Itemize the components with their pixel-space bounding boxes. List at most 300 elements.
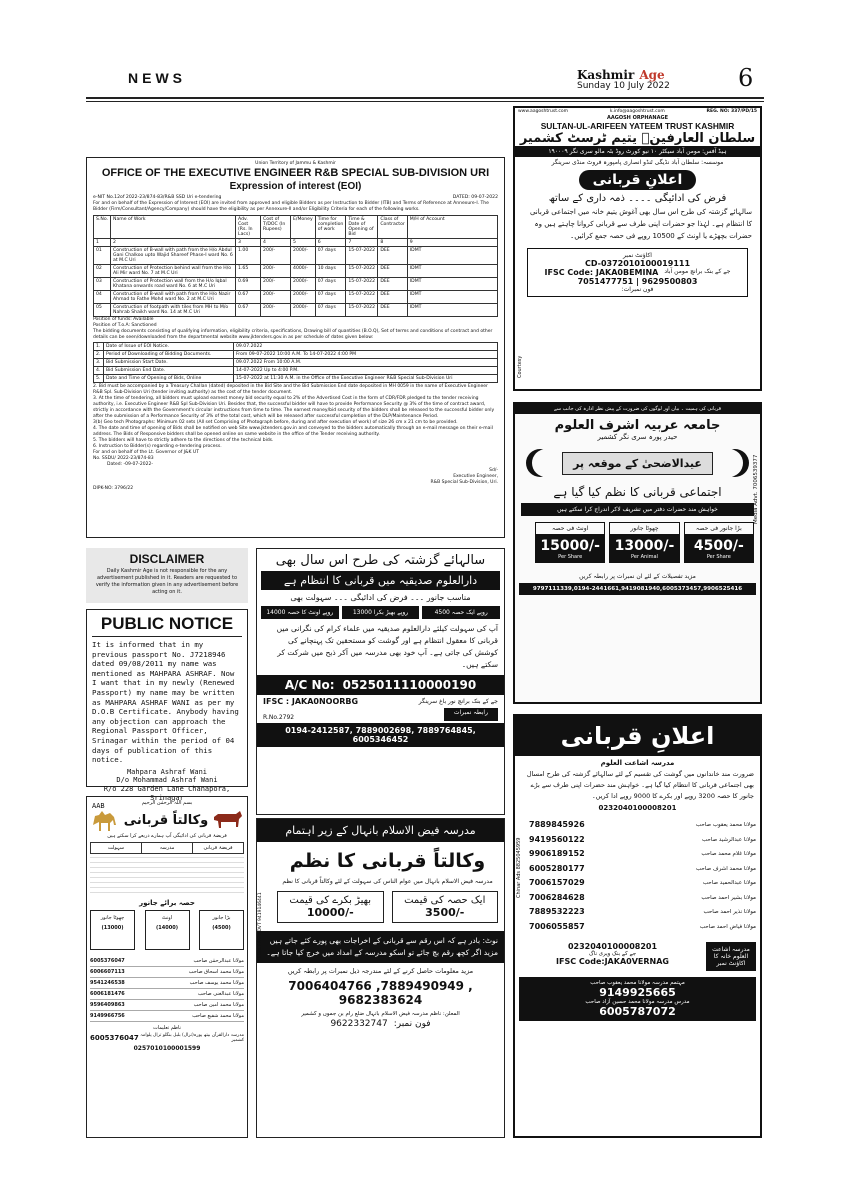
jamia-prices bbox=[535, 522, 754, 563]
tender-sig-sd: Sd/- bbox=[489, 468, 498, 473]
table-cell: IDMT bbox=[407, 278, 497, 291]
animal-label: اونٹ bbox=[161, 915, 173, 921]
table-cell: 2 bbox=[111, 239, 236, 247]
wakalat-sub: فریضۂ قربانی کی ادائیگی آپ ہمارے ذریعے کرا سکتے ہیں bbox=[107, 833, 227, 839]
th-class: Class of Contractor bbox=[378, 216, 407, 239]
ishaat-contact1: 9149925665 bbox=[599, 986, 676, 999]
masthead-kashmir: Kashmir bbox=[577, 68, 635, 82]
table-cell: Construction of B-wall with path from the H/o Nazir Ahmad to Fathe Mohd ward No. 2 at M.C Uri bbox=[111, 291, 236, 304]
table-cell: 07 days bbox=[315, 278, 346, 291]
table-cell: 2000/- bbox=[291, 247, 316, 265]
public-notice-sig2: D/o Mohammad Ashraf Wani bbox=[116, 776, 218, 785]
tender-schedule bbox=[93, 342, 498, 383]
volunteer-name: مولانا غلام محمد صاحب bbox=[701, 851, 756, 857]
jamia-price-value: 15000/- bbox=[536, 534, 604, 554]
table-cell: 6 bbox=[315, 239, 346, 247]
public-notice-sig1: Mahpara Ashraf Wani bbox=[126, 767, 208, 776]
list-item bbox=[90, 989, 244, 1000]
faiz-more: مزید معلومات حاصل کرنے کے لئے مندرجہ ذیل نمبرات پر رابطہ کریں bbox=[287, 967, 474, 975]
table-cell: 9 bbox=[407, 239, 497, 247]
table-cell: 4000/- bbox=[291, 265, 316, 278]
darul-account bbox=[257, 675, 504, 695]
list-name: مولانا محمد اسحاق صاحب bbox=[188, 969, 244, 975]
table-cell: IDMT bbox=[407, 247, 497, 265]
list-phone: 6005376047 bbox=[90, 958, 125, 964]
faiz-goat-label: بھیڑ بکرے کی قیمت bbox=[289, 895, 372, 906]
animal-label: بڑا جانور bbox=[212, 915, 231, 921]
ishaat-org: مدرسہ اشاعت العلوم bbox=[600, 759, 675, 767]
th-opening: Time & Date of Opening of Bid bbox=[346, 216, 378, 239]
volunteer-phone: 7006055857 bbox=[529, 921, 585, 931]
table-cell: 09.07.2022 bbox=[234, 343, 498, 351]
table-cell: 0.67 bbox=[236, 291, 261, 304]
price-value: 4500 روپے bbox=[434, 609, 488, 616]
disclaimer bbox=[86, 548, 248, 603]
price-label: ایک حصہ bbox=[451, 609, 475, 616]
orphanage-ifsc: IFSC Code: JAKA0BEMINA bbox=[544, 268, 659, 277]
masthead-age: Age bbox=[639, 68, 665, 82]
jamia-eid: عیدالاضحیٰ کے موقعہ پر bbox=[562, 452, 713, 475]
table-row bbox=[94, 304, 498, 317]
tender-table-numrow bbox=[94, 239, 498, 247]
jamia-price-card bbox=[684, 522, 754, 563]
wakalat-col: سہولت bbox=[91, 843, 142, 853]
wakalat-bottom-label: مدرسہ دارالقرآن بیتھ پورہ(ترال) بلبل بنگلو ترال پلوامہ کشمیر bbox=[140, 1033, 244, 1043]
table-cell: 15-07-2022 bbox=[346, 304, 378, 317]
tender-para3b: 3(b) Geo tech Photographs: Minimum 02 sets (All set Comprising of Photograph before, during and after execution of work) of size 26 cm x 21 cm to be provided. bbox=[93, 420, 458, 425]
tender-para6: 6. Instruction to Bidder(s) regarding e-tendering process. bbox=[93, 444, 222, 449]
table-cell: IDMT bbox=[407, 291, 497, 304]
tender-table bbox=[93, 215, 498, 317]
orphanage-ad bbox=[513, 106, 762, 391]
table-cell: IDMT bbox=[407, 265, 497, 278]
table-row bbox=[94, 359, 498, 367]
table-cell: 0.69 bbox=[236, 278, 261, 291]
table-cell: 2000/- bbox=[291, 291, 316, 304]
darul-rno: R.No.2792 bbox=[263, 714, 295, 721]
volunteer-name: مولانا عبدالحمید صاحب bbox=[702, 880, 756, 886]
ishaat-ifsc: IFSC Code:JAKA0VERNAG bbox=[556, 957, 669, 966]
animal-card bbox=[90, 910, 135, 950]
tender-funds: Position of funds: Available bbox=[93, 317, 154, 322]
table-cell: 07 days bbox=[315, 247, 346, 265]
camel-icon bbox=[90, 807, 120, 833]
table-cell: Construction of Protection wall from the H/o Iqbal Khatana onwards road ward No. 6 at M.C Uri bbox=[111, 278, 236, 291]
tender-sig-no: No. SSDU/ 2022-23/874-83 bbox=[93, 456, 154, 461]
tender-toa: Position of T.o.A: Sanctioned bbox=[93, 323, 157, 328]
orphanage-site: www.aagoshtrust.com bbox=[518, 109, 568, 114]
table-cell: 200/- bbox=[261, 247, 291, 265]
wakalat-text-block bbox=[90, 857, 244, 897]
orphanage-phone1: 7051477751 bbox=[577, 277, 634, 286]
table-cell: 07 days bbox=[315, 291, 346, 304]
table-cell: Construction of B-wall with path from the H/o Abdul Gani Chalkoo upto Wajid Shareef Phase-I ward No. 6 at M.C Uri bbox=[111, 247, 236, 265]
jamia-name: جامعہ عربیہ اشرف العلوم bbox=[554, 418, 721, 433]
tender-title: OFFICE OF THE EXECUTIVE ENGINEER R&B SPECIAL SUB-DIVISION URI bbox=[101, 167, 490, 179]
volunteer-phone: 9906189152 bbox=[529, 849, 585, 858]
tender-subtitle: Expression of interest (EOI) bbox=[229, 181, 362, 192]
table-cell: 200/- bbox=[261, 304, 291, 317]
table-cell: 15-07-2022 at 11:30 A.M. in the Office of the Executive Engineer R&B Special Sub-Division Uri bbox=[234, 375, 498, 383]
volunteer-row bbox=[529, 818, 756, 833]
list-item bbox=[90, 1000, 244, 1011]
price-tag bbox=[422, 606, 500, 619]
table-cell: 2000/- bbox=[291, 304, 316, 317]
list-phone: 9541246538 bbox=[90, 980, 125, 986]
cow-icon bbox=[212, 807, 244, 833]
table-cell: 2. bbox=[94, 351, 104, 359]
orphanage-name-en: SULTAN-UL-ARIFEEN YATEEM TRUST KASHMIR bbox=[540, 121, 735, 131]
price-tag bbox=[261, 606, 339, 619]
orphanage-sub: فرض کی ادائیگی ۔۔۔۔ ذمہ داری کے ساتھ bbox=[548, 193, 727, 204]
tender-para2: 2. Bid must be accompanied by a Treasury Challan (dated) deposited in the Bid Site and the Bid Submission End date deposited in MH 0059 in the name of Executive Engineer R&B Spl. Sub-Division Uri (tender inviting authority) as the cost of the tender document. bbox=[93, 384, 488, 395]
tender-sig-behalf: For and on behalf of the Lt. Governor of J&K UT bbox=[93, 450, 199, 455]
jamia-ad bbox=[513, 402, 762, 704]
jamia-price-card bbox=[535, 522, 605, 563]
wakalat-acc: 0257010100001599 bbox=[133, 1045, 201, 1052]
page-number: 6 bbox=[738, 64, 754, 92]
ishaat-contact2: 6005787072 bbox=[599, 1005, 676, 1018]
table-cell: 200/- bbox=[261, 291, 291, 304]
volunteer-phone: 9419560122 bbox=[529, 834, 585, 844]
ishaat-ad bbox=[513, 714, 762, 1138]
orphanage-addr2: موسسہ: سلطان آباد نڈیگی ٹنڈو انصاری پامپورہ فروٹ منڈی سرینگر bbox=[551, 159, 724, 166]
animal-price: (4500) bbox=[212, 925, 231, 931]
orphanage-addr1: ہیڈ آفس: مومن آباد سیکٹر ۱۰ نیو کورٹ روڈ بٹہ مالو سری نگر ۱۹۰۰۰۹ bbox=[515, 146, 760, 157]
list-item bbox=[90, 978, 244, 989]
faiz-prices bbox=[277, 891, 498, 923]
th-name: Name of Work bbox=[111, 216, 236, 239]
volunteer-phone: 7889532223 bbox=[529, 907, 585, 916]
volunteer-phone: 7006284628 bbox=[529, 892, 585, 902]
table-cell: Construction of footpath with tiles from MH to M/o Nahrab Shaikh ward No. 14 at M.C Uri bbox=[111, 304, 236, 317]
darul-phones: 0194-2412587, 7889002698, 7889764845, 6005346452 bbox=[257, 723, 504, 747]
tender-sig-office: R&B Special Sub-Division, Uri. bbox=[430, 480, 498, 485]
table-cell: 1. bbox=[94, 343, 104, 351]
volunteer-row bbox=[529, 891, 756, 906]
public-notice-sig4: AAB bbox=[92, 802, 105, 811]
table-cell: 15-07-2022 bbox=[346, 278, 378, 291]
list-name: مولانا عبدالغنی صاحب bbox=[197, 991, 244, 997]
price-value: 14000 روپے bbox=[266, 609, 334, 616]
orphanage-heading: اعلانِ قربانی bbox=[579, 170, 697, 190]
table-row bbox=[94, 247, 498, 265]
jamia-phones: 9797111339,0194-2441661,9419081940,6005373457,9906525416 bbox=[519, 583, 756, 595]
table-cell: 1.00 bbox=[236, 247, 261, 265]
wakalat-bottom-phone: 6005376047 bbox=[90, 1034, 139, 1042]
table-cell: 4 bbox=[261, 239, 291, 247]
orphanage-email: k.info@aagoshtrust.com bbox=[609, 109, 665, 114]
table-row bbox=[94, 278, 498, 291]
header-rule-thin bbox=[86, 101, 764, 102]
volunteer-phone: 6005280177 bbox=[529, 863, 585, 873]
volunteer-name: مولانا نذیر احمد صاحب bbox=[703, 909, 756, 915]
tender-para4: 4. The date and time of opening of Bids shall be notified on web Site www.jktenders.gov.in and conveyed to the bidders automatically through an e-mail message on their e-mail address. The Bids of Responsive bidders shall be opened online on same website in the office of the Tender receiving authority. bbox=[93, 426, 493, 437]
orphanage-tag: AAGOSH ORPHANAGE bbox=[606, 115, 668, 121]
faiz-phone: 9622332747 bbox=[330, 1019, 388, 1029]
list-name: مولانا عبدالرحمٰن صاحب bbox=[193, 958, 244, 964]
ishaat-bank-acc: 0232040100008201 bbox=[567, 942, 658, 951]
table-cell: 03 bbox=[94, 278, 111, 291]
table-cell: IDMT bbox=[407, 304, 497, 317]
price-label: بھیڑ بکرا bbox=[373, 609, 396, 616]
public-notice-sig3: R/o 228 Garden Lane Chanapora, Srinagar bbox=[103, 784, 231, 802]
table-cell: 04 bbox=[94, 291, 111, 304]
list-name: مولانا محمد شفیع صاحب bbox=[192, 1013, 244, 1019]
orphanage-phone-label: فون نمبرات: bbox=[621, 286, 654, 293]
tender-sig-dated: Dated: -09-07-2022- bbox=[107, 462, 153, 467]
crescent-icon bbox=[532, 449, 560, 477]
animal-label: چھوٹا جانور bbox=[100, 915, 125, 921]
ishaat-body: ضرورت مند خاندانوں میں گوشت کی تقسیم کے لئے سالہائے گزشتہ کی طرح امسال بھی اجتماعی قربانی کا انتظام کیا گیا ہے۔ خواہش مند حضرات اپنی طرف سے بڑے جانور کا حصہ 3200 روپے اور بکرے کا 9000 روپے ادا کریں۔ bbox=[526, 770, 754, 800]
ishaat-side-label: Chinar Ads 8825045959 bbox=[516, 837, 522, 898]
tender-dated: DATED: 09-07-2022 bbox=[452, 195, 498, 200]
table-row bbox=[94, 351, 498, 359]
jamia-price-label: چھوٹا جانور bbox=[630, 525, 659, 532]
list-phone: 6006607113 bbox=[90, 969, 125, 975]
jamia-price-unit: Per Animal bbox=[610, 554, 678, 562]
wakalat-ad bbox=[86, 796, 248, 1138]
table-cell: Date of Issue of EOI Notice. bbox=[104, 343, 234, 351]
price-tag bbox=[342, 606, 420, 619]
tender-docs: The bidding documents consisting of qualifying information, eligibility criteria, specifications, Drawing bill of quantities (B.O.Q), Set of terms and conditions of contract and other details can be seen/downloaded from the departmental website www.jktenders.gov.in as per schedule of dates given below: bbox=[93, 329, 493, 340]
orphanage-acc: CD-0372010100019111 bbox=[584, 259, 691, 268]
ishaat-side bbox=[515, 818, 529, 934]
th-tdoc: Cost of T/DOC (In Rupees) bbox=[261, 216, 291, 239]
volunteer-row bbox=[529, 876, 756, 891]
th-mh: M/H of Account bbox=[407, 216, 497, 239]
table-cell: Date and Time of Opening of Bids, Online bbox=[104, 375, 234, 383]
jamia-place: حیدر پورہ سری نگر کشمیر bbox=[597, 433, 678, 441]
orphanage-body: سالہائے گزشتہ کی طرح اس سال بھی آغوش یتیم خانہ میں اجتماعی قربانی کا انتظام ہے۔ لہٰذا جو حضرات اپنی طرف سے قربانی کروانا چاہتے ہیں وہ حضرات بچھڑے یا اونٹ کے 10500 روپے فی حصہ جمع کرائیں۔ bbox=[529, 208, 752, 240]
darul-acc-label: A/C No: bbox=[284, 678, 335, 692]
table-cell: 07 days bbox=[315, 304, 346, 317]
table-cell: Period of Downloading of Bidding Documents. bbox=[104, 351, 234, 359]
animal-price: (14000) bbox=[156, 925, 178, 931]
table-cell: 14-07-2022 Up to 4:00 P.M. bbox=[234, 367, 498, 375]
volunteer-phone: 7006157029 bbox=[529, 878, 585, 887]
table-cell: DEE bbox=[378, 291, 407, 304]
darul-uloom-ad bbox=[256, 548, 505, 815]
ishaat-contact2-name: مدرس مدرسہ مولانا محمد حسین آزاد صاحب bbox=[585, 999, 690, 1005]
jamia-price-label: بڑا جانور فی حصہ bbox=[695, 525, 742, 532]
darul-bank: جے کے بنک برانچ نور باغ سرینگر bbox=[418, 698, 498, 705]
list-item bbox=[90, 967, 244, 978]
jamia-price-label: اونٹ فی حصہ bbox=[552, 525, 589, 532]
table-cell: 200/- bbox=[261, 278, 291, 291]
ishaat-acc: 0232040100008201 bbox=[598, 804, 677, 812]
faiz-goat bbox=[277, 891, 384, 923]
tender-para5: 5. The bidders will have to strictly adhere to the directions of the technical bids. bbox=[93, 438, 274, 443]
table-cell: 0.67 bbox=[236, 304, 261, 317]
faiz-share bbox=[392, 891, 499, 923]
table-cell: 05 bbox=[94, 304, 111, 317]
faiz-share-price: 3500/- bbox=[425, 906, 465, 919]
jamia-price-unit: Per Share bbox=[685, 554, 753, 562]
volunteer-name: مولانا محمد یعقوب صاحب bbox=[695, 822, 756, 828]
orphanage-acc-label: اکاؤنٹ نمبر bbox=[623, 252, 652, 259]
table-cell: 2000/- bbox=[291, 278, 316, 291]
animal-price: (13000) bbox=[101, 925, 124, 931]
jamia-side: Media Advt. 7006539377 bbox=[753, 454, 759, 524]
animal-card bbox=[199, 910, 244, 950]
table-cell: 1.65 bbox=[236, 265, 261, 278]
table-cell: 200/- bbox=[261, 265, 291, 278]
table-cell: Bid Submission Start Date. bbox=[104, 359, 234, 367]
tender-para3: 3. At the time of tendering, all bidders must upload earnest money bid security equal to 2% of the Advertised Cost in the form of CDR/FDR pledged to the tender receiving authority, i.e. Executive Engineer R&B Spl Sub-Division Uri. Besides that, the successful bidder will have to provide Performance Security @ 3% of the time of contract award, strictly in accordance with the Government's circular instructions from time to time. The earnest money/bid security of the bidders shall be released to the successful bidder only after the submission of a Performance Security of 3% of the total cost, which will be released after successful completion of the DLP/Maintenance Period. bbox=[93, 396, 495, 419]
jamia-price-unit: Per Share bbox=[536, 554, 604, 562]
table-cell: DEE bbox=[378, 265, 407, 278]
ishaat-heading: اعلانِ قربانی bbox=[515, 716, 760, 756]
volunteer-name: مولانا بشیر احمد صاحب bbox=[701, 894, 756, 901]
wakalat-col: مدرسہ bbox=[142, 843, 193, 853]
wakalat-top: بسم اللہ الرحمٰن الرحیم bbox=[141, 800, 193, 806]
darul-line2: دارالعلوم صدیقیہ میں قربانی کا انتظام ہے bbox=[261, 571, 500, 590]
wakalat-list bbox=[90, 956, 244, 1022]
jamia-notice: خواہش مند حضرات دفتر میں تشریف لاکر اندراج کرا سکتے ہیں bbox=[521, 503, 754, 516]
table-cell: 01 bbox=[94, 247, 111, 265]
table-cell: 15-07-2022 bbox=[346, 265, 378, 278]
jamia-price-card bbox=[609, 522, 679, 563]
list-item bbox=[90, 956, 244, 967]
darul-ifsc: IFSC : JAKA0NOORBG bbox=[263, 697, 359, 706]
ishaat-contacts bbox=[519, 977, 756, 1021]
darul-body: آپ کی سہولت کیلئے دارالعلوم صدیقیہ میں علماء کرام کی نگرانی میں قربانی کا معقول انتظام ہے اور گوشت کو مستحقین تک پہنچانے کی کوشش کی جاتی ہے۔ آپ خود بھی مدرسہ میں آکر ذبح میں شرکت کر سکتے ہیں۔ bbox=[276, 624, 498, 669]
faiz-share-label: ایک حصہ کی قیمت bbox=[404, 895, 486, 906]
th-sno: S.No. bbox=[94, 216, 111, 239]
wakalat-bottom-name: ناظم تعلیمات bbox=[153, 1025, 181, 1031]
list-item bbox=[90, 1011, 244, 1022]
disclaimer-text: Daily Kashmir Age is not responsible for the any advertisement published in it. Readers are requested to verify the information given in any advertisement before acting on it. bbox=[95, 568, 239, 595]
table-row bbox=[94, 375, 498, 383]
ishaat-volunteers bbox=[529, 818, 760, 934]
list-phone: 9149966756 bbox=[90, 1013, 125, 1019]
jamia-ijtima: اجتماعی قربانی کا نظم کیا گیا ہے bbox=[553, 485, 722, 499]
wakalat-cols bbox=[90, 842, 244, 854]
wakalat-section: حصہ برائے جانور bbox=[139, 899, 195, 907]
list-phone: 6006181476 bbox=[90, 991, 125, 997]
table-cell: 15-07-2022 bbox=[346, 291, 378, 304]
table-row bbox=[94, 265, 498, 278]
tender-nit: e-NIT No.12of 2022-23/874-83/R&B SSD Uri e-tendering bbox=[93, 195, 222, 200]
crescent-icon bbox=[715, 449, 743, 477]
disclaimer-title: DISCLAIMER bbox=[129, 552, 205, 566]
table-cell: DEE bbox=[378, 247, 407, 265]
section-header: NEWS bbox=[128, 70, 186, 86]
darul-contact-label: رابطہ نمبرات bbox=[444, 708, 498, 721]
orphanage-side: Courtesy bbox=[517, 355, 523, 378]
table-cell: 3 bbox=[236, 239, 261, 247]
table-row bbox=[94, 291, 498, 304]
volunteer-row bbox=[529, 847, 756, 862]
volunteer-row bbox=[529, 905, 756, 920]
ishaat-contact1-name: مہتمم مدرسہ مولانا محمد یعقوب صاحب bbox=[590, 980, 685, 986]
jamia-contact-note: مزید تفصیلات کے لئے ان نمبرات پر رابطہ کریں bbox=[579, 573, 696, 580]
faiz-note: نوٹ: بادر ہے کہ اس رقم سے قربانی کے اخراجات بھی پورے کئے جاتے ہیں مزید اگر کچھ رقم بچ جائے تو اسکو مدرسہ کے امداد میں خرچ کیا جاتا ہے۔ bbox=[257, 931, 504, 963]
table-cell: 5. bbox=[94, 375, 104, 383]
public-notice-title: PUBLIC NOTICE bbox=[92, 614, 242, 637]
jamia-price-value: 4500/- bbox=[685, 534, 753, 554]
darul-acc: 0525011110000190 bbox=[342, 678, 477, 692]
table-cell: DEE bbox=[378, 304, 407, 317]
volunteer-row bbox=[529, 833, 756, 848]
jamia-top: قربانی کی ہمیت ۔ بیان اور لوگوں کی ضرورت کے پیش نظر ادارہ کی جانب سے bbox=[515, 404, 760, 414]
volunteer-row bbox=[529, 920, 756, 935]
ishaat-bank bbox=[519, 942, 756, 971]
orphanage-reg: REG. NO: 337/PD/15 bbox=[706, 109, 757, 114]
faiz-ul-islam-ad bbox=[256, 818, 505, 1138]
table-cell: 5 bbox=[291, 239, 316, 247]
volunteer-name: مولانا فیاض احمد صاحب bbox=[699, 923, 756, 930]
public-notice-body: It is informed that in my previous passport No. J7218946 dated 09/08/2011 my name was mentioned as MAHPARA ASHRAF. Now I want that in my newly (Renewed Passport) my name may be written as MAHPARA ASHRAF WANI as per my D.O.B Certificate. Anybody having any objection can approach the Regional Passport Officer, Srinagar within the period of 04 days of publication of this notice. bbox=[92, 640, 239, 765]
orphanage-bank-box: اکاؤنٹ نمبر CD-0372010100019111 IFSC Code: JAKA0BEMINA جے کے بنک برانچ مومن آباد 7051477751 | 9629500803 فون نمبرات: bbox=[527, 248, 748, 297]
animal-card bbox=[145, 910, 190, 950]
wakalat-col: فریضۂ قربانی bbox=[203, 845, 233, 851]
faiz-title: وکالتاً قربانی کا نظم bbox=[289, 850, 486, 872]
faiz-goat-price: 10000/- bbox=[306, 906, 354, 919]
th-emoney: E/Money bbox=[291, 216, 316, 239]
tender-table-header bbox=[94, 216, 498, 239]
faiz-banner: مدرسہ فیض الاسلام بانہال کے زیر اہتمام bbox=[257, 819, 504, 842]
table-row bbox=[94, 367, 498, 375]
table-cell: 1 bbox=[94, 239, 111, 247]
volunteer-name: مولانا عبدالرشید صاحب bbox=[702, 836, 756, 843]
table-cell: 10 days bbox=[315, 265, 346, 278]
ishaat-box-label: مدرسہ اشاعت العلوم خانہ کا اکاؤنٹ نمبر bbox=[706, 942, 756, 971]
tender-dipk: DIPK-NO: 3796/22 bbox=[93, 486, 134, 491]
table-cell: 7 bbox=[346, 239, 378, 247]
price-value: 13000 روپے bbox=[352, 609, 409, 616]
issue-date: Sunday 10 July 2022 bbox=[577, 81, 670, 91]
wakalat-title: وکالتاً قربانی bbox=[123, 812, 209, 828]
table-cell: 09.07.2022 From 10:00 A.M. bbox=[234, 359, 498, 367]
orphanage-bank: جے کے بنک برانچ مومن آباد bbox=[664, 268, 731, 275]
darul-line1: سالہائے گزشتہ کی طرح اس سال بھی bbox=[275, 553, 486, 568]
jamia-price-value: 13000/- bbox=[610, 534, 678, 554]
table-cell: From 09-07-2022 10:00 A.M. To 14-07-2022 4:00 PM bbox=[234, 351, 498, 359]
list-name: مولانا محمد یوسف صاحب bbox=[189, 980, 244, 986]
faiz-phone-label: فون نمبر: bbox=[393, 1019, 431, 1029]
faiz-phones: 7006404766 ,7889490949 , 9682383624 bbox=[288, 979, 473, 1007]
faiz-side bbox=[257, 842, 271, 962]
table-cell: 02 bbox=[94, 265, 111, 278]
table-cell: Construction of Protection behind wall from the H/o Ali Mir ward No. 7 at M.C Uri bbox=[111, 265, 236, 278]
list-name: مولانا محمد امین صاحب bbox=[193, 1002, 244, 1008]
price-label: اونٹ کا حصہ bbox=[287, 609, 321, 616]
faiz-side-label: MEDIA FIVE ADVT 9419146441 bbox=[258, 892, 263, 962]
orphanage-name-ur: سلطان العارفینؒ یتیم ٹرسٹ کشمیر bbox=[519, 131, 756, 146]
header-rule bbox=[86, 97, 764, 99]
volunteer-phone: 7889845926 bbox=[529, 820, 585, 829]
volunteer-name: مولانا محمد اشرف صاحب bbox=[696, 865, 756, 872]
th-cost: Adv. Cost (Rs. In Lacs) bbox=[236, 216, 261, 239]
volunteer-row bbox=[529, 862, 756, 877]
ishaat-bank-label: جے کے بنک ویری ناگ bbox=[588, 951, 637, 957]
table-cell: 8 bbox=[378, 239, 407, 247]
tender-ut: Union Territory of Jammu & Kashmir bbox=[255, 161, 336, 166]
tender-sig-name: Executive Engineer, bbox=[453, 474, 498, 479]
tender-intro: For and on behalf of the Expression of Interest (EOI) are invited from approved and eligible Bidders as per Instruction to Bidder (ITB) and Terms of Reference at Annexure-I. The Bidder (Firm/Consultant/Agency/Company) should have the eligibility as per Annexure-II and/or Eligibility Criteria for each of the following works. bbox=[93, 201, 489, 212]
faiz-footer: المعلن: ناظم مدرسہ فیض الاسلام بانہال ضلع رام بن جموں و کشمیر bbox=[301, 1011, 460, 1017]
table-cell: DEE bbox=[378, 278, 407, 291]
table-cell: 15-07-2022 bbox=[346, 247, 378, 265]
table-cell: 3. bbox=[94, 359, 104, 367]
th-time: Time for completion of work bbox=[315, 216, 346, 239]
tender-notice bbox=[86, 157, 505, 538]
darul-prices bbox=[261, 606, 500, 619]
table-cell: 4. bbox=[94, 367, 104, 375]
table-row bbox=[94, 343, 498, 351]
